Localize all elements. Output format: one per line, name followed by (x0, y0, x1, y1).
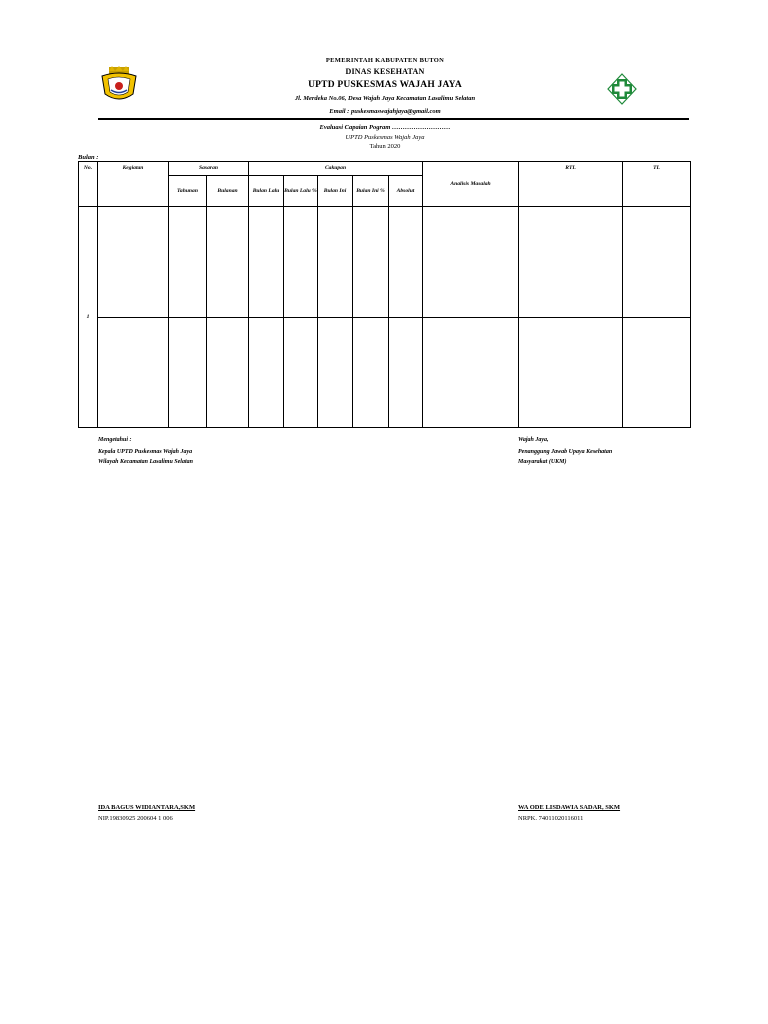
evaluation-org: UPTD Puskesmas Wajah Jaya (345, 134, 425, 141)
header-email: Email : puskesmaswajahjaya@gmail.com (329, 108, 441, 115)
table-cell (318, 318, 353, 428)
table-cell (169, 207, 207, 318)
signature-left-line2: Kepala UPTD Puskesmas Wajah Jaya (98, 449, 193, 455)
table-cell (284, 318, 318, 428)
table-cell (353, 207, 389, 318)
col-bulan-lalu-header: Bulan Lalu (249, 176, 284, 207)
row-number: 1 (79, 207, 98, 428)
month-label: Bulan : (78, 154, 99, 161)
col-bulan-ini-header: Bulan Ini (318, 176, 353, 207)
table-cell (207, 318, 249, 428)
table-cell (318, 207, 353, 318)
header-agency: DINAS KESEHATAN (345, 67, 425, 76)
table-cell (423, 207, 519, 318)
signatory-right-name: WA ODE LISDAWIA SADAR, SKM (518, 804, 621, 811)
regency-emblem-icon (99, 66, 139, 102)
table-cell (353, 318, 389, 428)
header-address: Jl. Merdeka No.06, Desa Wajah Jaya Kecamatan Lasalimu Selatan (294, 95, 476, 102)
signature-left-line3: Wilayah Kecamatan Lasalimu Selatan (98, 459, 193, 465)
signatory-left-nip: NIP.19830925 200604 1 006 (98, 815, 173, 822)
col-cakupan-header: Cakupan (249, 162, 423, 176)
signature-left-line1: Mengetahui : (98, 437, 132, 443)
table-cell (249, 207, 284, 318)
col-kegiatan-header: Kegiatan (98, 162, 169, 207)
col-no-header: No. (79, 162, 98, 207)
header-divider (98, 118, 689, 120)
signature-right-line2: Penanggung Jawab Upaya Kesehatan (518, 449, 613, 455)
col-sasaran-header: Sasaran (169, 162, 249, 176)
signatory-right-nip: NRPK. 74011020116011 (518, 815, 584, 822)
header-title: UPTD PUSKESMAS WAJAH JAYA (308, 80, 462, 90)
header-government: PEMERINTAH KABUPATEN BUTON (325, 57, 445, 64)
table-cell (98, 318, 169, 428)
table-cell (284, 207, 318, 318)
col-tahunan-header: Tahunan (169, 176, 207, 207)
signatory-left-name: IDA BAGUS WIDIANTARA,SKM (98, 804, 196, 811)
table-cell (169, 318, 207, 428)
evaluation-title: Evaluasi Capaian Pogram ……………………… (319, 124, 451, 131)
col-absolut-header: Absolut (389, 176, 423, 207)
table-cell (207, 207, 249, 318)
table-cell (623, 207, 691, 318)
col-bulanan-header: Bulanan (207, 176, 249, 207)
table-cell (98, 207, 169, 318)
table-cell (249, 318, 284, 428)
table-cell (519, 318, 623, 428)
col-rtl-header: RTL (519, 162, 623, 207)
signature-right-line1: Wajah Jaya, (518, 437, 549, 443)
puskesmas-cross-icon (606, 73, 638, 105)
evaluation-year: Tahun 2020 (369, 143, 401, 150)
table-cell (423, 318, 519, 428)
col-bulan-lalu-pct-header: Bulan Lalu % (284, 176, 318, 207)
table-cell (519, 207, 623, 318)
table-cell (389, 318, 423, 428)
col-bulan-ini-pct-header: Bulan Ini % (353, 176, 389, 207)
col-analisis-header: Analisis Masalah (423, 162, 519, 207)
evaluation-table (78, 161, 691, 428)
table-cell (623, 318, 691, 428)
table-cell (389, 207, 423, 318)
col-tl-header: TL (623, 162, 691, 207)
signature-right-line3: Masyarakat (UKM) (518, 459, 567, 465)
